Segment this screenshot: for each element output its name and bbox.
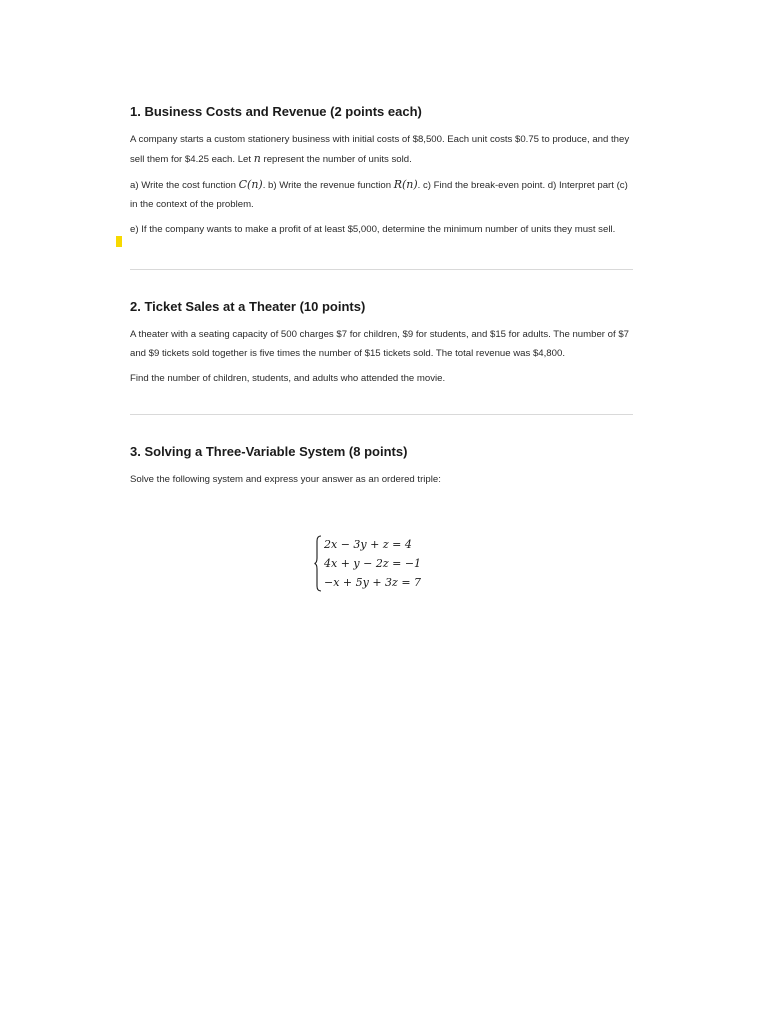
- problem-parts-a-d: [130, 175, 633, 214]
- section-ticket-sales: [130, 298, 633, 388]
- problem-intro: A theater with a seating capacity of 500 charges $7 for children, $9 for students, and $15 for adults. The number of $7 and $9 tickets sold together is five times the number of $15 tickets sold. The total revenue was $4,800.: [130, 329, 630, 359]
- equations-list: [322, 535, 421, 592]
- parts-c-d-text: . c) Find the break-even point. d) Interpret part (c) in the context of the problem.: [130, 180, 628, 210]
- section-title: 2. Ticket Sales at a Theater (10 points): [130, 299, 366, 314]
- section-divider: [130, 414, 633, 415]
- math-variable-n: n: [253, 152, 261, 165]
- problem-intro: Solve the following system and express your answer as an ordered triple:: [130, 474, 441, 485]
- problem-part-e: e) If the company wants to make a profit of at least $5,000, determine the minimum number of units they must sell.: [130, 224, 616, 235]
- document-page: [130, 103, 633, 495]
- section-business-costs: [130, 103, 633, 239]
- highlight-marker: [116, 236, 122, 247]
- equation-2: 4x + y − 2z = −1: [324, 557, 422, 570]
- equation-3: −x + 5y + 3z = 7: [324, 576, 422, 589]
- section-three-variable-system: [130, 443, 633, 489]
- problem-task: Find the number of children, students, and adults who attended the movie.: [130, 373, 446, 384]
- left-brace-icon: [314, 535, 322, 592]
- intro-text-b: represent the number of units sold.: [260, 154, 412, 165]
- section-divider: [130, 269, 633, 270]
- math-revenue-function: R(n): [393, 178, 418, 191]
- problem-intro: [130, 130, 633, 169]
- section-title: 3. Solving a Three-Variable System (8 points): [130, 444, 408, 459]
- equation-1: 2x − 3y + z = 4: [324, 538, 412, 551]
- math-cost-function: C(n): [238, 178, 263, 191]
- section-title: 1. Business Costs and Revenue (2 points each): [130, 104, 422, 119]
- part-b-text: . b) Write the revenue function: [262, 180, 394, 191]
- intro-text-a: A company starts a custom stationery business with initial costs of $8,500. Each unit costs $0.75 to produce, and they sell them for $4.25 each. Let: [130, 134, 630, 165]
- equation-system: [314, 535, 421, 592]
- part-a-text: a) Write the cost function: [130, 180, 239, 191]
